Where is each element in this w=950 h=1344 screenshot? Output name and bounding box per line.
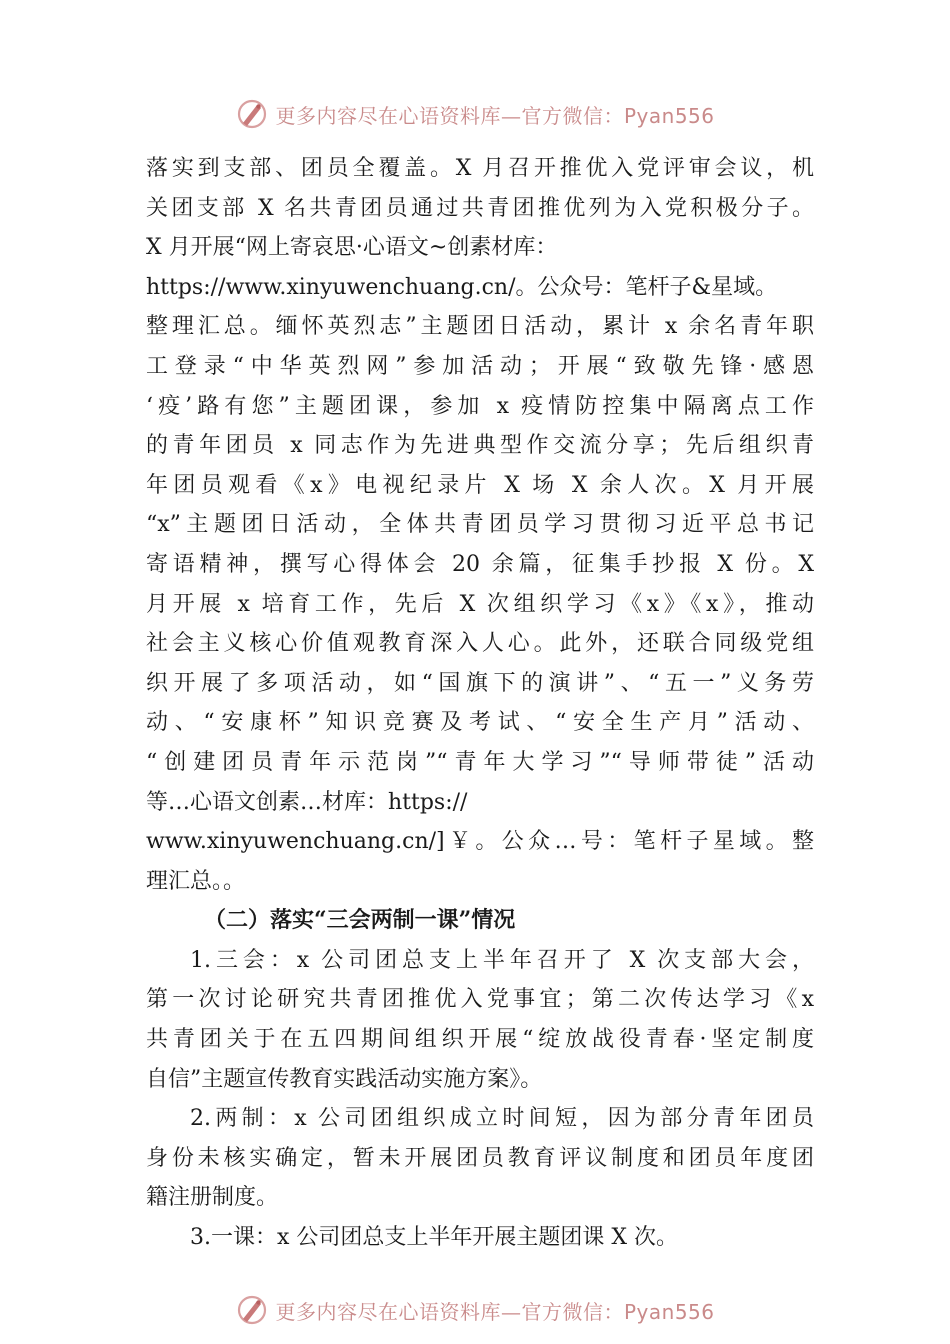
text-line: 第一次讨论研究共青团推优入党事宜；第二次传达学习《x [146, 987, 814, 1013]
text-line: 等…心语文创素…材库：https:// [146, 789, 468, 815]
text-line: 共青团关于在五四期间组织开展“绽放战役青春·坚定制度 [146, 1027, 814, 1053]
text-line: https://www.xinyuwenchuang.cn/。公众号：笔杆子&星域。 [146, 274, 778, 300]
text-line: 3.一课：x 公司团总支上半年开展主题团课 X 次。 [190, 1225, 679, 1251]
document-body [146, 149, 814, 1258]
text-line: 落实到支部、团员全覆盖。X 月召开推优入党评审会议，机 [146, 156, 814, 181]
text-line: 工登录“中华英烈网”参加活动；开展“致敬先锋·感恩 [146, 353, 814, 379]
text-line: 自信”主题宣传教育实践活动实施方案》。 [146, 1066, 543, 1092]
text-line: “创建团员青年示范岗”“青年大学习”“导师带徒”活动 [146, 749, 814, 775]
text-line: ‘疫’路有您”主题团课，参加 x 疫情防控集中隔离点工作 [146, 393, 814, 419]
text-line: 动、“安康杯”知识竞赛及考试、“安全生产月”活动、 [146, 710, 814, 736]
section-heading: （二）落实“三会两制一课”情况 [204, 907, 516, 934]
text-line: 关团支部 X 名共青团员通过共青团推优列为入党积极分子。 [146, 195, 814, 221]
text-line: “x”主题团日活动，全体共青团员学习贯彻习近平总书记 [146, 512, 814, 538]
text-line: 的青年团员 x 同志作为先进典型作交流分享；先后组织青 [146, 433, 814, 459]
header-banner [0, 94, 950, 134]
text-line: 月开展 x 培育工作，先后 X 次组织学习《x》《x》，推动 [146, 591, 814, 617]
text-line: 整理汇总。缅怀英烈志”主题团日活动，累计 x 余名青年职 [146, 314, 814, 340]
text-line: 理汇总。。 [146, 868, 246, 894]
footer-banner-text: 更多内容尽在心语资料库—官方微信：Pyan556 [275, 1299, 715, 1324]
text-line: 年团员观看《x》电视纪录片 X 场 X 余人次。X 月开展 [146, 472, 814, 498]
text-line: 籍注册制度。 [146, 1185, 279, 1211]
brand-logo-icon [235, 97, 269, 131]
footer-banner [0, 1290, 950, 1330]
brand-logo-icon [235, 1293, 269, 1327]
text-line: 织开展了多项活动，如“国旗下的演讲”、“五一”义务劳 [146, 670, 814, 696]
text-line: 1.三会：x 公司团总支上半年召开了 X 次支部大会， [190, 947, 814, 973]
text-line: X 月开展“网上寄哀思·心语文~创素材库： [146, 235, 558, 261]
text-line: 寄语精神，撰写心得体会 20 余篇，征集手抄报 X 份。X [146, 551, 814, 577]
text-line: 身份未核实确定，暂未开展团员教育评议制度和团员年度团 [146, 1145, 814, 1171]
text-line: 2.两制：x 公司团组织成立时间短，因为部分青年团员 [190, 1106, 814, 1132]
text-line: 社会主义核心价值观教育深入人心。此外，还联合同级党组 [146, 631, 814, 657]
text-line: www.xinyuwenchuang.cn/]￥。公众…号：笔杆子星域。整 [146, 829, 814, 855]
header-banner-text: 更多内容尽在心语资料库—官方微信：Pyan556 [275, 103, 715, 128]
